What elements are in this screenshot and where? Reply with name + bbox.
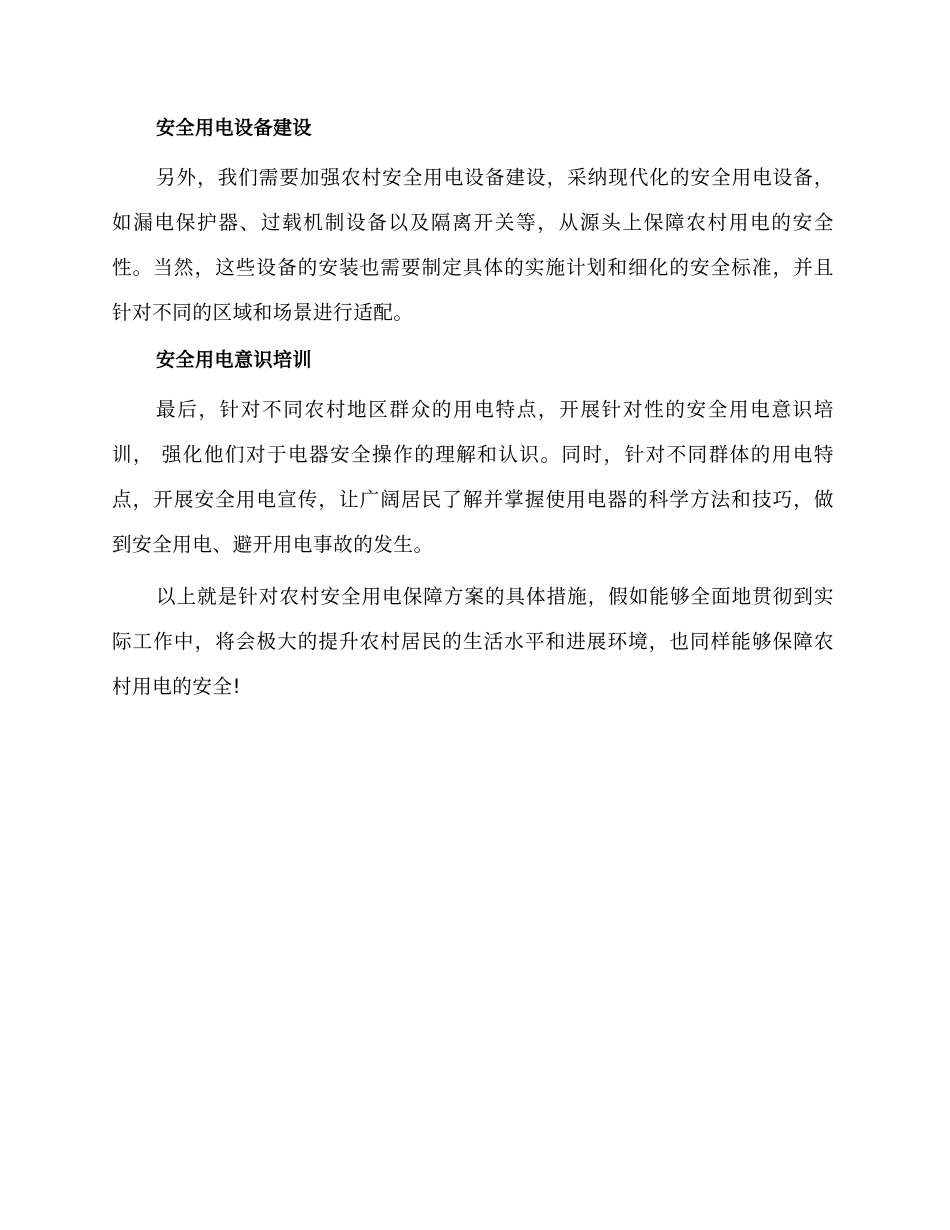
section-heading-training: 安全用电意识培训 [156, 349, 313, 371]
section-paragraph-training: 最后，针对不同农村地区群众的用电特点，开展针对性的安全用电意识培训， 强化他们对于电器安全操作的理解和认识。同时，针对不同群体的用电特点，开展安全用电宣传，让广阔居民了解并掌握使用电器的科学方法和技巧，做到安全用电、避开用电事故的发生。 [112, 398, 834, 556]
conclusion-paragraph: 以上就是针对农村安全用电保障方案的具体措施，假如能够全面地贯彻到实际工作中，将会极大的提升农村居民的生活水平和进展环境，也同样能够保障农村用电的安全! [112, 585, 834, 698]
section-paragraph-equipment: 另外，我们需要加强农村安全用电设备建设，采纳现代化的安全用电设备，如漏电保护器、过载机制设备以及隔离开关等，从源头上保障农村用电的安全性。当然，这些设备的安装也需要制定具体的实施计划和细化的安全标准，并且针对不同的区域和场景进行适配。 [112, 166, 834, 324]
section-heading-equipment: 安全用电设备建设 [156, 117, 313, 139]
